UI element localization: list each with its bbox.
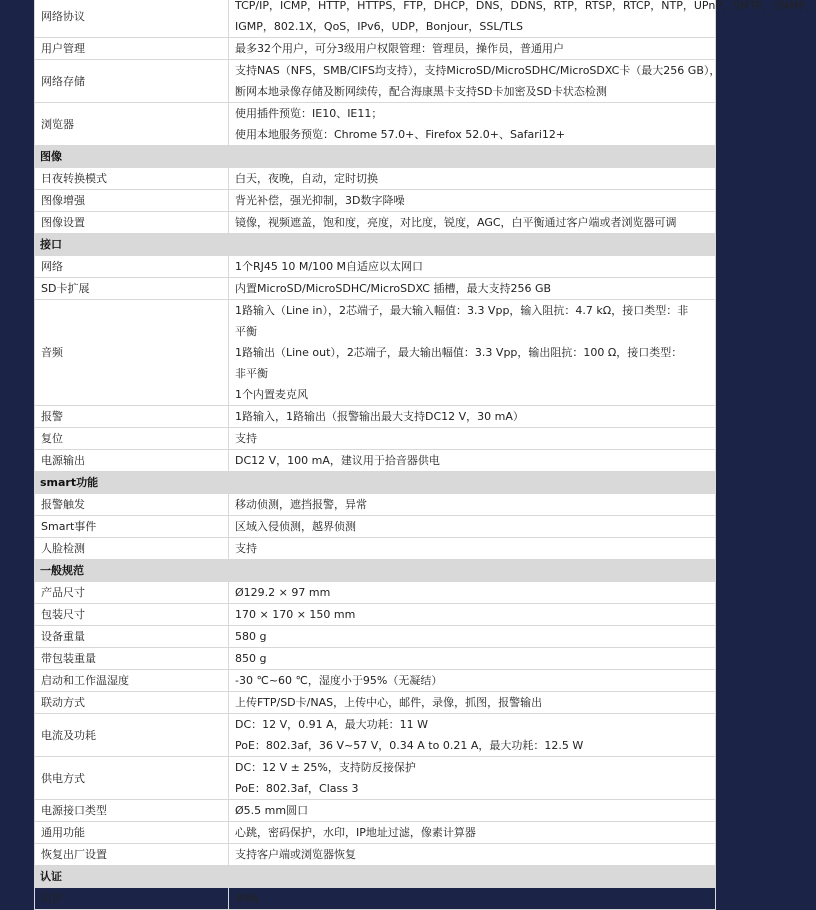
spec-value-line: 镜像，视频遮盖，饱和度，亮度，对比度，锐度，AGC，白平衡通过客户端或者浏览器可调 bbox=[235, 216, 677, 229]
spec-value-line: 心跳，密码保护，水印，IP地址过滤，像素计算器 bbox=[235, 826, 476, 839]
section-header bbox=[35, 472, 716, 494]
spec-value-line: -30 ℃~60 ℃，湿度小于95%（无凝结） bbox=[235, 674, 443, 687]
spec-value bbox=[229, 800, 716, 822]
spec-table-body bbox=[35, 0, 816, 910]
spec-value-line: Ø129.2 × 97 mm bbox=[235, 586, 331, 599]
spec-key: 日夜转换模式 bbox=[35, 168, 229, 190]
spec-row bbox=[35, 604, 716, 626]
section-header bbox=[35, 234, 716, 256]
spec-value bbox=[229, 406, 716, 428]
spec-key: 复位 bbox=[35, 428, 229, 450]
spec-value-line: 1个RJ45 10 M/100 M自适应以太网口 bbox=[235, 260, 424, 273]
spec-row bbox=[35, 406, 716, 428]
spec-key: 电源输出 bbox=[35, 450, 229, 472]
section-title: 图像 bbox=[35, 146, 716, 168]
spec-value bbox=[229, 822, 716, 844]
spec-row bbox=[35, 428, 716, 450]
spec-value bbox=[229, 450, 716, 472]
spec-row bbox=[35, 450, 716, 472]
spec-row bbox=[35, 256, 716, 278]
spec-row bbox=[35, 844, 716, 866]
spec-value bbox=[229, 844, 716, 866]
spec-row bbox=[35, 38, 716, 60]
spec-key: 报警 bbox=[35, 406, 229, 428]
spec-value-line: DC：12 V，0.91 A，最大功耗：11 W bbox=[235, 718, 429, 731]
spec-value-line: PoE：802.3af，Class 3 bbox=[235, 782, 359, 795]
spec-value-line: 支持NAS（NFS，SMB/CIFS均支持），支持MicroSD/MicroSDHC/MicroSDXC卡（最大256 GB）， bbox=[235, 64, 721, 77]
spec-key: 联动方式 bbox=[35, 692, 229, 714]
spec-value-line: 850 g bbox=[235, 652, 267, 665]
spec-value-line: 170 × 170 × 150 mm bbox=[235, 608, 356, 621]
spec-row bbox=[35, 538, 716, 560]
spec-key: 电流及功耗 bbox=[35, 714, 229, 757]
spec-value-line: DC：12 V ± 25%，支持防反接保护 bbox=[235, 761, 416, 774]
spec-key: 电源接口类型 bbox=[35, 800, 229, 822]
spec-value-line: IP66 bbox=[235, 892, 259, 905]
spec-value-line: 白天，夜晚，自动，定时切换 bbox=[235, 172, 378, 185]
spec-value bbox=[229, 692, 716, 714]
spec-row bbox=[35, 190, 716, 212]
spec-value bbox=[229, 582, 716, 604]
spec-key: 设备重量 bbox=[35, 626, 229, 648]
spec-value bbox=[229, 648, 716, 670]
spec-key: SD卡扩展 bbox=[35, 278, 229, 300]
spec-value bbox=[229, 604, 716, 626]
spec-value bbox=[229, 168, 716, 190]
spec-value-line: DC12 V，100 mA，建议用于拾音器供电 bbox=[235, 454, 440, 467]
spec-row bbox=[35, 168, 716, 190]
spec-value bbox=[229, 256, 716, 278]
spec-value bbox=[229, 190, 716, 212]
section-title: smart功能 bbox=[35, 472, 716, 494]
spec-value bbox=[229, 60, 721, 103]
spec-value-line: 背光补偿，强光抑制，3D数字降噪 bbox=[235, 194, 405, 207]
spec-key: 通用功能 bbox=[35, 822, 229, 844]
section-header bbox=[35, 560, 716, 582]
spec-value bbox=[229, 103, 716, 146]
spec-key: 产品尺寸 bbox=[35, 582, 229, 604]
spec-row bbox=[35, 103, 716, 146]
spec-key: 网络存储 bbox=[35, 60, 229, 103]
spec-key: 防护 bbox=[35, 888, 229, 910]
spec-row bbox=[35, 670, 716, 692]
spec-row bbox=[35, 714, 716, 757]
spec-value bbox=[229, 494, 716, 516]
spec-value bbox=[229, 757, 716, 800]
spec-key: 人脸检测 bbox=[35, 538, 229, 560]
spec-key: 报警触发 bbox=[35, 494, 229, 516]
spec-row bbox=[35, 626, 716, 648]
spec-row bbox=[35, 300, 716, 406]
spec-key: 图像设置 bbox=[35, 212, 229, 234]
spec-value-line: 1路输入（Line in），2芯端子，最大输入幅值：3.3 Vpp，输入阻抗：4.7 kΩ，接口类型：非 bbox=[235, 304, 689, 317]
spec-row bbox=[35, 516, 716, 538]
section-header bbox=[35, 866, 716, 888]
spec-row bbox=[35, 822, 716, 844]
spec-key: 包装尺寸 bbox=[35, 604, 229, 626]
spec-value bbox=[229, 888, 716, 910]
spec-value bbox=[229, 670, 716, 692]
section-header bbox=[35, 146, 716, 168]
spec-key: 浏览器 bbox=[35, 103, 229, 146]
spec-row bbox=[35, 494, 716, 516]
spec-value bbox=[229, 516, 716, 538]
spec-row bbox=[35, 60, 716, 103]
spec-value bbox=[229, 714, 716, 757]
spec-value bbox=[229, 428, 716, 450]
section-title: 认证 bbox=[35, 866, 716, 888]
spec-value-line: 非平衡 bbox=[235, 367, 268, 380]
spec-value-line: 580 g bbox=[235, 630, 267, 643]
spec-value bbox=[229, 626, 716, 648]
spec-row bbox=[35, 888, 716, 910]
spec-value bbox=[229, 212, 716, 234]
spec-value-line: 上传FTP/SD卡/NAS，上传中心，邮件，录像，抓图，报警输出 bbox=[235, 696, 543, 709]
spec-value-line: 移动侦测，遮挡报警，异常 bbox=[235, 498, 367, 511]
spec-key: 供电方式 bbox=[35, 757, 229, 800]
section-title: 接口 bbox=[35, 234, 716, 256]
spec-sheet bbox=[34, 0, 816, 905]
spec-value-line: 支持 bbox=[235, 542, 257, 555]
section-title: 一般规范 bbox=[35, 560, 716, 582]
spec-value-line: Ø5.5 mm圆口 bbox=[235, 804, 309, 817]
spec-row bbox=[35, 692, 716, 714]
spec-value-line: 内置MicroSD/MicroSDHC/MicroSDXC 插槽，最大支持256 GB bbox=[235, 282, 552, 295]
spec-value-line: TCP/IP，ICMP，HTTP，HTTPS，FTP，DHCP，DNS，DDNS，RTP，RTSP，RTCP，NTP，UPnP，SMTP，SNMP， bbox=[235, 0, 816, 12]
spec-value bbox=[229, 38, 716, 60]
spec-key: 启动和工作温湿度 bbox=[35, 670, 229, 692]
spec-table bbox=[34, 0, 816, 910]
spec-value-line: 使用本地服务预览：Chrome 57.0+、Firefox 52.0+、Safari12+ bbox=[235, 128, 566, 141]
spec-value bbox=[229, 0, 816, 38]
spec-key: 用户管理 bbox=[35, 38, 229, 60]
spec-value-line: 平衡 bbox=[235, 325, 257, 338]
spec-value-line: 1个内置麦克风 bbox=[235, 388, 308, 401]
spec-value-line: 断网本地录像存储及断网续传，配合海康黑卡支持SD卡加密及SD卡状态检测 bbox=[235, 85, 607, 98]
spec-key: 图像增强 bbox=[35, 190, 229, 212]
spec-row bbox=[35, 582, 716, 604]
spec-row bbox=[35, 757, 716, 800]
spec-value-line: 使用插件预览：IE10、IE11； bbox=[235, 107, 383, 120]
spec-row bbox=[35, 212, 716, 234]
spec-key: 音频 bbox=[35, 300, 229, 406]
spec-value-line: 区域入侵侦测，越界侦测 bbox=[235, 520, 356, 533]
spec-value-line: PoE：802.3af，36 V~57 V，0.34 A to 0.21 A，最大功耗：12.5 W bbox=[235, 739, 584, 752]
spec-key: 恢复出厂设置 bbox=[35, 844, 229, 866]
spec-value bbox=[229, 538, 716, 560]
spec-value-line: IGMP，802.1X，QoS，IPv6，UDP，Bonjour，SSL/TLS bbox=[235, 20, 523, 33]
spec-value-line: 支持 bbox=[235, 432, 257, 445]
spec-value-line: 支持客户端或浏览器恢复 bbox=[235, 848, 356, 861]
spec-key: Smart事件 bbox=[35, 516, 229, 538]
spec-value bbox=[229, 278, 716, 300]
spec-value-line: 1路输入，1路输出（报警输出最大支持DC12 V，30 mA） bbox=[235, 410, 524, 423]
spec-value bbox=[229, 300, 716, 406]
spec-key: 网络 bbox=[35, 256, 229, 278]
spec-row bbox=[35, 800, 716, 822]
spec-key: 网络协议 bbox=[35, 0, 229, 38]
spec-row bbox=[35, 0, 716, 38]
spec-row bbox=[35, 648, 716, 670]
spec-value-line: 最多32个用户，可分3级用户权限管理：管理员，操作员，普通用户 bbox=[235, 42, 564, 55]
spec-row bbox=[35, 278, 716, 300]
spec-key: 带包装重量 bbox=[35, 648, 229, 670]
spec-value-line: 1路输出（Line out），2芯端子，最大输出幅值：3.3 Vpp，输出阻抗：100 Ω，接口类型： bbox=[235, 346, 683, 359]
